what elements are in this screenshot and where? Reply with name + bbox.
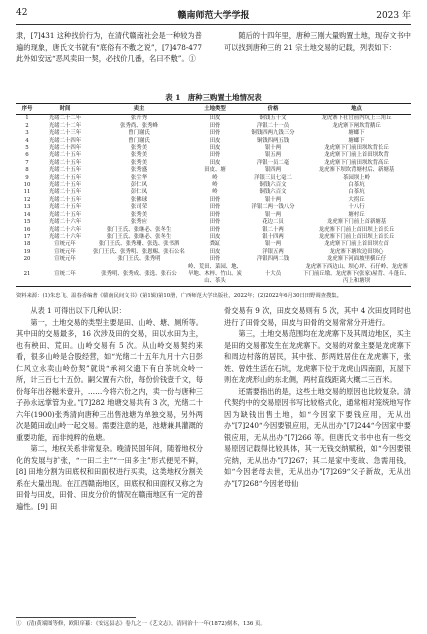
paragraph: 还需要指出的是，这些土地交易的原因也比较复杂。清代契约中的交易原因书写比较格式化，通常相对笼统地写作因为缺钱出售土地，如“今因家下要钱应用，无从出办”[7]240“今因要银应用，无从出办”[7]244“今因家中要银应用，无从出办”[7]266 等。但唐氏文书中也有一些交易原因记载得比较具体，其一无钱交纳赋税，如“今因要银完纳，无从出办”[7]267；其二是家中变故、急需用钱，如“今因老母去世，无从出办”[7]269“父子新故，无从出办”[7]268“今因老母仙	[224, 386, 411, 488]
top-right-paragraph	[224, 30, 411, 53]
table-cell: 16	[23, 226, 31, 233]
table-cell: 曾门谢氏	[128, 130, 150, 137]
table-cell: 14	[23, 211, 31, 218]
table-cell: 张秀应	[130, 219, 148, 226]
table-cell: 银十四两	[262, 233, 284, 240]
table-cell: 田皮、塘	[204, 167, 226, 174]
table-cell: 张门王氏、张秀明、张恩赐、张石公名	[93, 248, 185, 255]
table-cell: 宣统元年	[54, 241, 76, 248]
table-cell: 龙虎寨下门前上首新塘基	[326, 219, 387, 226]
table-cell: 光绪二十五年	[48, 167, 82, 174]
table-header-row	[16, 104, 411, 115]
table-cell: 白茶坑	[348, 189, 365, 196]
table-cell: 田皮	[209, 248, 221, 255]
table-cell: 龙虎寨下坝坎背塘村后、新塘基	[318, 167, 395, 174]
table-cell: 塘螂下	[348, 137, 365, 144]
table-cell: 银十两	[264, 145, 282, 152]
table-cell: 岭	[212, 182, 218, 189]
table-cell: 银十两	[264, 196, 282, 203]
table-cell: 9	[25, 174, 29, 181]
land-purchase-table	[16, 103, 411, 287]
table-row	[16, 189, 411, 196]
table-cell: 18	[23, 241, 31, 248]
table-cell: 田骨	[209, 219, 221, 226]
table-row	[16, 256, 411, 263]
table-cell: 田皮	[209, 159, 221, 166]
table-cell: 洋银四两二钱	[256, 256, 290, 263]
table-cell: 11	[23, 189, 31, 196]
table-cell: 田骨	[209, 256, 221, 263]
table-cell: 19	[23, 248, 31, 255]
table-cell: 光绪二十五年	[48, 196, 82, 203]
left-column	[16, 305, 203, 512]
footnote: ① (清)黄端图等修，欧阳庠纂：《安远县志》卷九之一《艺文志》，清同治十一年(1872)刻本，136 页。	[16, 621, 266, 627]
table-row	[16, 204, 411, 211]
paragraph: 随后的十四年里，唐种三刚大量购置土地，现存文书中可以找到唐种三的 21 宗土地交易的记载，列表如下：	[224, 31, 411, 52]
table-cell: 银一两	[264, 211, 282, 218]
table-row	[16, 130, 411, 137]
table-cell: 田骨	[209, 122, 221, 129]
table-cell: 光绪二十五年	[48, 189, 82, 196]
table-cell: 张佛球	[130, 196, 148, 203]
table-cell: 光绪二十五年	[48, 211, 82, 218]
table-cell: 光绪二十六年	[48, 219, 82, 226]
table-cell: 田皮	[209, 145, 221, 152]
table-cell: 铜钱四两五钱	[256, 137, 290, 144]
paragraph: 第二，地权关系非常复杂。晚清民国年间，随着地权分化的发展与扩张，“一田二主”“一田多主”形式便见不鲜，[8] 田地分割为田底权和田面权进行买卖，这类地权分割关系在大量出现。在江西赣南地区，田底权和田面权又称之为田骨与田皮，田骨、田皮分价的情况在赣南地区有一定的普遍性。[9] 田	[16, 444, 203, 511]
table-cell: 洋银二十一员	[256, 122, 290, 129]
table-cell: 3	[25, 130, 29, 137]
paragraph: 隶，[7]431 这种找价行为，在清代赣南社会是一种较为普遍的现象，唐氏文书就有“底俗有不敷之说”，[7]478-477 此外如安远“恶风卖田一契，必找价几番，名曰不敷”。①	[16, 31, 202, 63]
table-cell: 光绪二十二年	[48, 122, 82, 129]
table-cell: 田骨	[209, 130, 221, 137]
table-cell: 17	[23, 233, 31, 240]
table-cell: 岭	[212, 174, 218, 181]
table-cell: 光绪二十五年	[48, 152, 82, 159]
table-cell: 田皮	[209, 115, 221, 122]
table-row	[16, 227, 411, 234]
table-cell: 宣统元年	[54, 248, 76, 255]
table-cell: 彭仁风	[130, 182, 148, 189]
table-cell: 光绪二十三年	[48, 130, 82, 137]
table-row	[16, 219, 411, 226]
table-cell: 龙虎寨下社官前内坑上三角丘	[321, 115, 392, 122]
table-cell: 张秀美	[130, 145, 148, 152]
table-cell: 张秀尚、张秀峰	[120, 122, 158, 129]
table-cell: 张尘华	[130, 174, 148, 181]
table-row	[16, 138, 411, 145]
table-cell: 宣统二年	[38, 264, 92, 287]
table-cell: 张升秀	[130, 115, 148, 122]
table-cell: 岭	[212, 189, 218, 196]
table-cell: 13	[23, 204, 31, 211]
table-cell: 银一两	[264, 241, 282, 248]
table-cell: 光绪二十六年	[48, 226, 82, 233]
table-cell: 15	[23, 219, 31, 226]
table-row	[16, 175, 411, 182]
table-cell: 张秀明、张秀成、张选、张石公	[92, 264, 186, 287]
table-cell: 田骨	[209, 226, 221, 233]
table-row	[16, 212, 411, 219]
header-rule	[16, 24, 411, 25]
table-cell: 5	[25, 145, 29, 152]
table-cell: 6	[25, 152, 29, 159]
table-cell: 光绪二十五年	[48, 182, 82, 189]
table-cell: 张秀盛	[130, 167, 148, 174]
table-cell: 光绪二十五年	[48, 174, 82, 181]
table-cell: 10	[23, 182, 31, 189]
table-cell: 张秀美	[130, 159, 148, 166]
table-cell: 十八行	[348, 204, 365, 211]
table-cell: 岭、荒田、菜园、地、旱地、木梓、竹山、炭山、茶头	[186, 264, 244, 287]
table-cell: 铜钱五千文	[259, 115, 287, 122]
table-cell: 1	[25, 115, 29, 122]
table-cell: 20	[23, 256, 31, 263]
year: 2023 年	[376, 11, 411, 21]
paragraph: 第三，土地交易范围均在龙虎寨下及其周边地区，买主是田的交易都发生在龙虎寨下。交易的对象主要是龙虎寨下和周边村落的居民，其中张、彭两姓居住在龙虎寨下，张姓、曾姓生活在石坑，龙虎寨下位于龙虎山四南面，瓦屋下则在龙虎形山的东北侧，两村直线距离大概二三百米。	[224, 329, 411, 384]
table-cell: 龙虎寨下塘坎边田坝心	[329, 248, 384, 255]
table-cell: 田骨	[209, 152, 221, 159]
table-cell: 4	[25, 137, 29, 144]
table-row	[16, 249, 411, 256]
table-cell: 光绪二十五年	[48, 204, 82, 211]
table-cell: 曾门谢氏	[128, 137, 150, 144]
table-cell: 龙虎寨下门前田坝坎背高丘	[324, 159, 389, 166]
col-header: 序号	[16, 104, 38, 115]
col-header: 价格	[244, 104, 302, 115]
table-cell: 田骨	[209, 196, 221, 203]
table-cell: 田骨	[209, 204, 221, 211]
table-cell: 洋银一员二毫	[256, 159, 290, 166]
table-cell: 洋银五两	[262, 248, 284, 255]
table-cell: 张秀美	[130, 152, 148, 159]
running-header	[16, 8, 411, 22]
table-cell: 龙虎寨下西边山、坝心坪、石仔岭、龙虎寨下门前丘墩、龙虎寨下(张家)屋背、斗蓬丘、丙上和塘坝	[303, 263, 410, 285]
table-cell: 龙虎寨下闸坎背鹅丘	[332, 122, 381, 129]
table-cell: 铜钱四两九钱三分	[251, 130, 295, 137]
col-header: 地点	[302, 104, 411, 115]
table-cell: 2	[25, 122, 29, 129]
table-cell: 张秀美	[130, 211, 148, 218]
table-cell: 白茶坑	[348, 182, 365, 189]
table-title: 表 1 唐种三购置土地情况表	[165, 93, 262, 102]
table-cell: 田骨	[209, 211, 221, 218]
table-cell: 光绪二十四年	[48, 145, 82, 152]
table-cell: 彭仁凤	[130, 189, 148, 196]
table-cell: 铜钱六百文	[259, 182, 287, 189]
table-cell: 光绪二十五年	[48, 159, 82, 166]
page-number: 42	[16, 8, 28, 18]
table-cell: 银四两	[264, 167, 282, 174]
table-row	[16, 264, 411, 287]
table-cell: 龙虎寨下门前上首田坝坎背	[324, 152, 389, 159]
table-cell: 张门王氏、张秀珊、张选、张书泗	[98, 241, 180, 248]
paragraph: 第一，土地交易的类型主要是田、山岭、塘、厕所等。其中田的交易最多，16 次涉及田的交易，田以水田为主，也有秧田、荒田。山岭交易有 5 次。从山岭交易契约来看，很多山岭是合股经营，如“光绪二十五年九月十六日彭仁风立永卖山岭份契”就说“承祠父遗下有白茶坑众岭一所，计三百七十五份。嗣父置有六份，每份价钱壹千文，每份每年出谷糍米壹升，……今将六份之内，卖一份与唐种三子孙永远掌管为业。”[7]282 地塘交易共有 3 次，光绪二十六年(1900)张秀清向唐种三出售池塘为单独交易，另外两次是随田或山岭一起交易。需要注意的是，池塘兼具灌溉的重要功能，而非纯粹的鱼塘。	[16, 317, 203, 442]
table-cell: 8	[25, 167, 29, 174]
table-cell: 田皮	[209, 233, 221, 240]
table-cell: 龙虎寨下门前上首田坝上首长丘	[318, 233, 395, 240]
top-left-paragraph	[16, 30, 202, 65]
table-cell: 大拐丘	[348, 196, 365, 203]
table-cell: 粪缸	[209, 241, 221, 248]
table-cell: 光绪二十六年	[48, 233, 82, 240]
table-cell: 7	[25, 159, 29, 166]
table-cell: 龙虎寨下门前上首田坝上首长丘	[318, 226, 395, 233]
table-cell: 光绪二十二年	[48, 115, 82, 122]
right-column	[224, 305, 411, 489]
footnote-rule	[16, 617, 136, 618]
table-source: 资料来源：(1)朱忠飞、温春香编著《赣南民间文书》(第1辑)第10册，广西师范大学出版社，2022年；(2)2022年6月30日田野调查搜集。	[16, 293, 342, 299]
table-cell: 十大员	[244, 264, 302, 287]
table-cell: 宣统元年	[54, 256, 76, 263]
table-cell: 龙虎寨下门前上首田坝左首	[324, 241, 389, 248]
table-cell: 洋银二两一钱八分	[251, 204, 295, 211]
table-cell: 铜钱六百文	[259, 189, 287, 196]
table-cell: 龙虎寨下门前田坝坎背长丘	[324, 145, 389, 152]
table-cell: 光绪二十四年	[48, 137, 82, 144]
table-cell: 张门王氏、张继必、张冬生	[106, 233, 172, 240]
table-cell: 田皮	[209, 137, 221, 144]
table-row	[16, 241, 411, 248]
table-cell: 12	[23, 196, 31, 203]
table-row	[16, 152, 411, 159]
table-cell: 银二十两	[262, 226, 284, 233]
journal-title: 赣南师范大学学报	[177, 11, 250, 21]
table-cell: 塘村丘	[348, 211, 365, 218]
table-row	[16, 115, 411, 123]
col-header: 卖主	[92, 104, 186, 115]
table-cell: 龙虎寨下河面坡里横丘仔	[326, 256, 387, 263]
table-cell: 茶园坝上岭	[343, 174, 370, 181]
table-cell: 银五两	[264, 152, 282, 159]
paragraph: 骨交易有 9 次，田皮交易则有 5 次，其中 4 次田皮同时也进行了田骨交易，田皮与田骨的交易常常分开进行。	[224, 306, 411, 327]
table-cell: 张门王氏、张秀明	[117, 256, 161, 263]
paragraph: 从表 1 可得出以下几种认识：	[30, 306, 126, 315]
table-cell: 张门王氏、张继必、张冬生	[106, 226, 172, 233]
col-header: 土地类型	[186, 104, 244, 115]
table-cell: 张司荣	[130, 204, 148, 211]
table-cell: 21	[16, 264, 38, 287]
col-header: 时间	[38, 104, 92, 115]
table-cell: 花边二员	[262, 219, 284, 226]
table-cell: 洋银三员七毫二	[254, 174, 292, 181]
table-cell: 塘螂下	[348, 130, 365, 137]
table-row	[16, 167, 411, 174]
